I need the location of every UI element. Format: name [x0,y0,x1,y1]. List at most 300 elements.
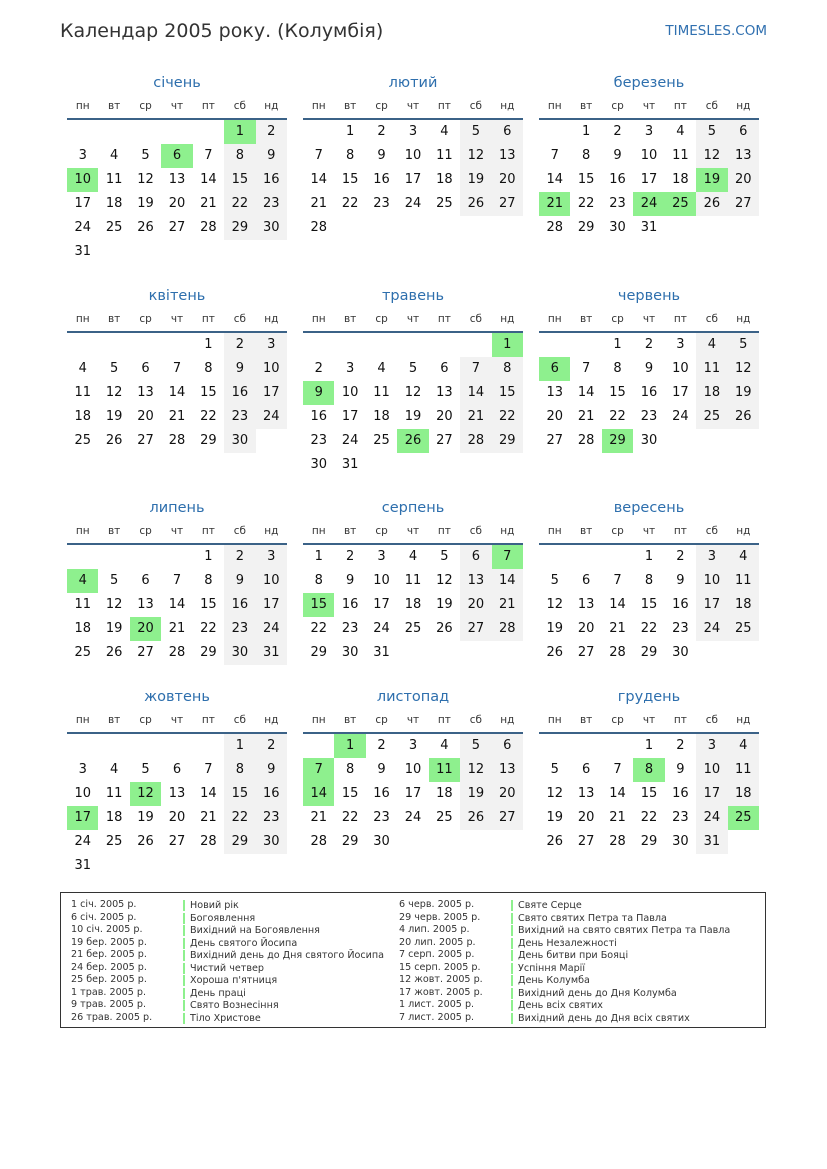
day-cell[interactable]: 9 [377,148,386,163]
day-cell[interactable]: 5 [109,361,119,376]
day-cell[interactable]: 2 [224,333,255,357]
day-cell[interactable]: 18 [436,786,453,801]
day-cell[interactable]: 15 [341,172,359,187]
day-cell[interactable]: 29 [200,645,217,660]
day-cell[interactable]: 23 [640,409,658,424]
day-cell[interactable]: 24 [256,617,287,641]
day-cell[interactable]: 3 [696,545,727,569]
day-cell[interactable]: 24 [74,220,91,235]
holiday-day-cell[interactable]: 4 [67,569,98,593]
day-cell[interactable]: 19 [137,196,154,211]
holiday-day-cell[interactable]: 6 [539,357,570,381]
day-cell[interactable]: 7 [314,148,323,163]
day-cell[interactable]: 19 [404,409,422,424]
day-cell[interactable]: 13 [577,597,595,612]
day-cell[interactable]: 16 [224,381,255,405]
day-cell[interactable]: 28 [310,220,327,235]
day-cell[interactable]: 31 [74,858,91,873]
day-cell[interactable]: 19 [436,597,453,612]
day-cell[interactable]: 1 [204,549,213,564]
day-cell[interactable]: 20 [546,409,563,424]
day-cell[interactable]: 7 [172,573,182,588]
day-cell[interactable]: 18 [696,381,727,405]
day-cell[interactable]: 13 [168,786,186,801]
day-cell[interactable]: 9 [676,573,685,588]
day-cell[interactable]: 21 [168,409,186,424]
day-cell[interactable]: 12 [728,357,759,381]
day-cell[interactable]: 15 [640,597,658,612]
day-cell[interactable]: 19 [460,168,491,192]
day-cell[interactable]: 14 [200,786,217,801]
day-cell[interactable]: 22 [492,405,523,429]
day-cell[interactable]: 9 [377,762,386,777]
day-cell[interactable]: 11 [373,385,390,400]
day-cell[interactable]: 9 [644,361,654,376]
day-cell[interactable]: 16 [373,172,390,187]
day-cell[interactable]: 17 [404,172,422,187]
day-cell[interactable]: 16 [256,782,287,806]
day-cell[interactable]: 15 [640,786,658,801]
day-cell[interactable]: 24 [404,196,422,211]
holiday-day-cell[interactable]: 1 [334,734,365,758]
day-cell[interactable]: 8 [314,573,323,588]
day-cell[interactable]: 20 [436,409,453,424]
day-cell[interactable]: 7 [204,148,213,163]
day-cell[interactable]: 1 [345,124,355,139]
day-cell[interactable]: 10 [373,573,390,588]
day-cell[interactable]: 17 [256,381,287,405]
day-cell[interactable]: 17 [696,593,727,617]
day-cell[interactable]: 27 [492,192,523,216]
day-cell[interactable]: 23 [310,433,327,448]
day-cell[interactable]: 13 [137,385,154,400]
day-cell[interactable]: 10 [672,361,689,376]
day-cell[interactable]: 21 [200,810,217,825]
day-cell[interactable]: 29 [200,433,217,448]
day-cell[interactable]: 3 [408,738,418,753]
day-cell[interactable]: 3 [696,734,727,758]
day-cell[interactable]: 14 [609,597,626,612]
day-cell[interactable]: 4 [440,124,449,139]
holiday-day-cell[interactable]: 24 [633,192,664,216]
day-cell[interactable]: 11 [74,385,91,400]
day-cell[interactable]: 14 [168,385,186,400]
day-cell[interactable]: 22 [224,192,255,216]
day-cell[interactable]: 3 [78,148,87,163]
day-cell[interactable]: 11 [105,172,123,187]
day-cell[interactable]: 2 [256,734,287,758]
day-cell[interactable]: 16 [672,786,689,801]
day-cell[interactable]: 6 [492,120,523,144]
day-cell[interactable]: 15 [200,597,217,612]
holiday-day-cell[interactable]: 21 [539,192,570,216]
day-cell[interactable]: 20 [460,593,491,617]
day-cell[interactable]: 21 [609,621,626,636]
day-cell[interactable]: 21 [460,405,491,429]
holiday-day-cell[interactable]: 1 [224,120,255,144]
day-cell[interactable]: 6 [141,361,150,376]
day-cell[interactable]: 23 [672,621,689,636]
day-cell[interactable]: 22 [200,409,217,424]
day-cell[interactable]: 27 [728,192,759,216]
day-cell[interactable]: 22 [341,810,359,825]
day-cell[interactable]: 18 [728,593,759,617]
day-cell[interactable]: 26 [436,621,453,636]
day-cell[interactable]: 25 [105,834,123,849]
day-cell[interactable]: 16 [640,385,658,400]
day-cell[interactable]: 7 [460,357,491,381]
day-cell[interactable]: 23 [373,810,390,825]
day-cell[interactable]: 26 [728,405,759,429]
holiday-day-cell[interactable]: 12 [130,782,161,806]
day-cell[interactable]: 8 [224,758,255,782]
day-cell[interactable]: 31 [74,244,91,259]
day-cell[interactable]: 28 [492,617,523,641]
day-cell[interactable]: 4 [408,549,418,564]
day-cell[interactable]: 27 [460,617,491,641]
day-cell[interactable]: 13 [577,786,595,801]
day-cell[interactable]: 24 [373,621,390,636]
day-cell[interactable]: 24 [404,810,422,825]
day-cell[interactable]: 3 [345,361,355,376]
day-cell[interactable]: 4 [78,361,87,376]
holiday-day-cell[interactable]: 1 [492,333,523,357]
day-cell[interactable]: 20 [728,168,759,192]
day-cell[interactable]: 14 [492,569,523,593]
day-cell[interactable]: 19 [546,621,563,636]
day-cell[interactable]: 27 [577,645,595,660]
day-cell[interactable]: 30 [373,834,390,849]
day-cell[interactable]: 23 [256,806,287,830]
day-cell[interactable]: 12 [137,172,154,187]
day-cell[interactable]: 28 [310,834,327,849]
day-cell[interactable]: 2 [676,738,685,753]
day-cell[interactable]: 4 [440,738,449,753]
day-cell[interactable]: 6 [492,734,523,758]
day-cell[interactable]: 13 [492,758,523,782]
day-cell[interactable]: 20 [492,168,523,192]
day-cell[interactable]: 3 [256,545,287,569]
day-cell[interactable]: 17 [341,409,359,424]
day-cell[interactable]: 26 [137,220,154,235]
holiday-day-cell[interactable]: 25 [728,806,759,830]
day-cell[interactable]: 12 [105,597,123,612]
day-cell[interactable]: 28 [200,220,217,235]
day-cell[interactable]: 28 [460,429,491,453]
holiday-day-cell[interactable]: 8 [633,758,664,782]
day-cell[interactable]: 7 [172,361,182,376]
day-cell[interactable]: 26 [105,645,123,660]
day-cell[interactable]: 17 [696,782,727,806]
day-cell[interactable]: 8 [224,144,255,168]
day-cell[interactable]: 10 [256,357,287,381]
day-cell[interactable]: 26 [137,834,154,849]
day-cell[interactable]: 5 [550,762,559,777]
day-cell[interactable]: 7 [581,361,591,376]
day-cell[interactable]: 23 [672,810,689,825]
day-cell[interactable]: 20 [492,782,523,806]
day-cell[interactable]: 1 [644,738,654,753]
day-cell[interactable]: 12 [404,385,422,400]
day-cell[interactable]: 17 [404,786,422,801]
day-cell[interactable]: 8 [492,357,523,381]
day-cell[interactable]: 3 [256,333,287,357]
day-cell[interactable]: 23 [609,196,626,211]
day-cell[interactable]: 25 [436,196,453,211]
day-cell[interactable]: 28 [577,433,595,448]
day-cell[interactable]: 19 [546,810,563,825]
day-cell[interactable]: 8 [345,148,355,163]
day-cell[interactable]: 22 [609,409,626,424]
day-cell[interactable]: 14 [310,172,327,187]
day-cell[interactable]: 11 [696,357,727,381]
day-cell[interactable]: 13 [436,385,453,400]
day-cell[interactable]: 28 [168,433,186,448]
day-cell[interactable]: 16 [310,409,327,424]
day-cell[interactable]: 31 [256,641,287,665]
day-cell[interactable]: 6 [581,762,591,777]
day-cell[interactable]: 2 [314,361,323,376]
day-cell[interactable]: 31 [640,220,658,235]
day-cell[interactable]: 12 [105,385,123,400]
day-cell[interactable]: 30 [672,834,689,849]
day-cell[interactable]: 18 [74,621,91,636]
day-cell[interactable]: 22 [310,621,327,636]
day-cell[interactable]: 14 [200,172,217,187]
day-cell[interactable]: 25 [728,617,759,641]
day-cell[interactable]: 28 [609,834,626,849]
day-cell[interactable]: 22 [200,621,217,636]
day-cell[interactable]: 3 [78,762,87,777]
day-cell[interactable]: 5 [109,573,119,588]
day-cell[interactable]: 6 [581,573,591,588]
holiday-day-cell[interactable]: 25 [665,192,696,216]
day-cell[interactable]: 24 [672,409,689,424]
day-cell[interactable]: 22 [640,621,658,636]
holiday-day-cell[interactable]: 10 [67,168,98,192]
day-cell[interactable]: 11 [436,148,453,163]
day-cell[interactable]: 1 [224,734,255,758]
day-cell[interactable]: 19 [105,621,123,636]
day-cell[interactable]: 5 [550,573,559,588]
day-cell[interactable]: 12 [696,144,727,168]
day-cell[interactable]: 29 [224,830,255,854]
day-cell[interactable]: 19 [460,782,491,806]
day-cell[interactable]: 18 [436,172,453,187]
day-cell[interactable]: 2 [377,124,386,139]
day-cell[interactable]: 2 [377,738,386,753]
day-cell[interactable]: 26 [105,433,123,448]
day-cell[interactable]: 10 [256,569,287,593]
day-cell[interactable]: 6 [172,762,182,777]
day-cell[interactable]: 25 [404,621,422,636]
day-cell[interactable]: 12 [546,597,563,612]
day-cell[interactable]: 26 [546,834,563,849]
day-cell[interactable]: 27 [436,433,453,448]
day-cell[interactable]: 8 [581,148,591,163]
day-cell[interactable]: 5 [408,361,418,376]
day-cell[interactable]: 5 [460,734,491,758]
day-cell[interactable]: 9 [256,144,287,168]
day-cell[interactable]: 5 [141,148,150,163]
day-cell[interactable]: 21 [168,621,186,636]
day-cell[interactable]: 30 [310,457,327,472]
day-cell[interactable]: 30 [672,645,689,660]
day-cell[interactable]: 20 [168,196,186,211]
day-cell[interactable]: 29 [341,834,359,849]
day-cell[interactable]: 14 [168,597,186,612]
day-cell[interactable]: 18 [105,196,123,211]
holiday-day-cell[interactable]: 14 [303,782,334,806]
day-cell[interactable]: 8 [204,573,213,588]
day-cell[interactable]: 16 [373,786,390,801]
day-cell[interactable]: 30 [640,433,658,448]
day-cell[interactable]: 12 [460,144,491,168]
day-cell[interactable]: 9 [345,573,355,588]
day-cell[interactable]: 11 [728,569,759,593]
day-cell[interactable]: 2 [256,120,287,144]
holiday-day-cell[interactable]: 26 [397,429,428,453]
day-cell[interactable]: 25 [696,405,727,429]
day-cell[interactable]: 4 [109,762,119,777]
day-cell[interactable]: 11 [728,758,759,782]
day-cell[interactable]: 24 [696,617,727,641]
day-cell[interactable]: 22 [577,196,595,211]
day-cell[interactable]: 16 [256,168,287,192]
day-cell[interactable]: 18 [105,810,123,825]
day-cell[interactable]: 5 [728,333,759,357]
day-cell[interactable]: 8 [644,573,654,588]
day-cell[interactable]: 3 [644,124,654,139]
holiday-day-cell[interactable]: 7 [303,758,334,782]
day-cell[interactable]: 9 [256,758,287,782]
day-cell[interactable]: 7 [613,573,622,588]
day-cell[interactable]: 22 [341,196,359,211]
day-cell[interactable]: 2 [345,549,355,564]
day-cell[interactable]: 3 [676,337,685,352]
day-cell[interactable]: 4 [696,333,727,357]
day-cell[interactable]: 24 [74,834,91,849]
day-cell[interactable]: 27 [168,220,186,235]
day-cell[interactable]: 1 [613,337,622,352]
holiday-day-cell[interactable]: 9 [303,381,334,405]
day-cell[interactable]: 23 [224,405,255,429]
holiday-day-cell[interactable]: 7 [492,545,523,569]
day-cell[interactable]: 30 [341,645,359,660]
day-cell[interactable]: 19 [728,381,759,405]
holiday-day-cell[interactable]: 15 [303,593,334,617]
day-cell[interactable]: 8 [613,361,622,376]
day-cell[interactable]: 19 [137,810,154,825]
day-cell[interactable]: 5 [460,120,491,144]
day-cell[interactable]: 14 [609,786,626,801]
day-cell[interactable]: 21 [310,196,327,211]
day-cell[interactable]: 6 [440,361,449,376]
day-cell[interactable]: 11 [672,148,689,163]
day-cell[interactable]: 28 [546,220,563,235]
day-cell[interactable]: 4 [377,361,386,376]
day-cell[interactable]: 27 [137,645,154,660]
day-cell[interactable]: 6 [728,120,759,144]
day-cell[interactable]: 3 [408,124,418,139]
day-cell[interactable]: 22 [640,810,658,825]
day-cell[interactable]: 11 [404,573,422,588]
day-cell[interactable]: 28 [168,645,186,660]
day-cell[interactable]: 15 [200,385,217,400]
day-cell[interactable]: 12 [436,573,453,588]
day-cell[interactable]: 29 [492,429,523,453]
day-cell[interactable]: 29 [640,834,658,849]
day-cell[interactable]: 29 [224,216,255,240]
day-cell[interactable]: 13 [137,597,154,612]
day-cell[interactable]: 26 [546,645,563,660]
day-cell[interactable]: 4 [109,148,119,163]
day-cell[interactable]: 15 [341,786,359,801]
day-cell[interactable]: 12 [546,786,563,801]
day-cell[interactable]: 20 [137,409,154,424]
day-cell[interactable]: 12 [460,758,491,782]
day-cell[interactable]: 10 [696,758,727,782]
day-cell[interactable]: 18 [728,782,759,806]
site-link[interactable]: TIMESLES.COM [665,23,767,39]
day-cell[interactable]: 3 [377,549,386,564]
day-cell[interactable]: 18 [373,409,390,424]
day-cell[interactable]: 26 [460,192,491,216]
day-cell[interactable]: 17 [672,385,689,400]
day-cell[interactable]: 31 [373,645,390,660]
day-cell[interactable]: 30 [256,216,287,240]
day-cell[interactable]: 27 [492,806,523,830]
day-cell[interactable]: 23 [373,196,390,211]
day-cell[interactable]: 26 [696,192,727,216]
day-cell[interactable]: 17 [74,196,91,211]
day-cell[interactable]: 30 [609,220,626,235]
day-cell[interactable]: 31 [341,457,359,472]
day-cell[interactable]: 17 [640,172,658,187]
day-cell[interactable]: 17 [373,597,390,612]
day-cell[interactable]: 21 [609,810,626,825]
day-cell[interactable]: 25 [74,433,91,448]
day-cell[interactable]: 7 [613,762,622,777]
day-cell[interactable]: 23 [256,192,287,216]
holiday-day-cell[interactable]: 17 [67,806,98,830]
day-cell[interactable]: 7 [550,148,559,163]
day-cell[interactable]: 23 [341,621,359,636]
day-cell[interactable]: 24 [696,806,727,830]
day-cell[interactable]: 29 [310,645,327,660]
day-cell[interactable]: 4 [728,545,759,569]
holiday-day-cell[interactable]: 29 [602,429,633,453]
day-cell[interactable]: 2 [644,337,654,352]
day-cell[interactable]: 18 [74,409,91,424]
day-cell[interactable]: 25 [373,433,390,448]
day-cell[interactable]: 25 [436,810,453,825]
day-cell[interactable]: 16 [341,597,359,612]
day-cell[interactable]: 22 [224,806,255,830]
day-cell[interactable]: 7 [204,762,213,777]
day-cell[interactable]: 4 [676,124,685,139]
day-cell[interactable]: 14 [546,172,563,187]
day-cell[interactable]: 13 [460,569,491,593]
day-cell[interactable]: 10 [696,569,727,593]
holiday-day-cell[interactable]: 20 [130,617,161,641]
day-cell[interactable]: 16 [672,597,689,612]
day-cell[interactable]: 28 [609,645,626,660]
day-cell[interactable]: 2 [676,549,685,564]
day-cell[interactable]: 31 [696,830,727,854]
day-cell[interactable]: 20 [577,810,595,825]
day-cell[interactable]: 1 [581,124,591,139]
